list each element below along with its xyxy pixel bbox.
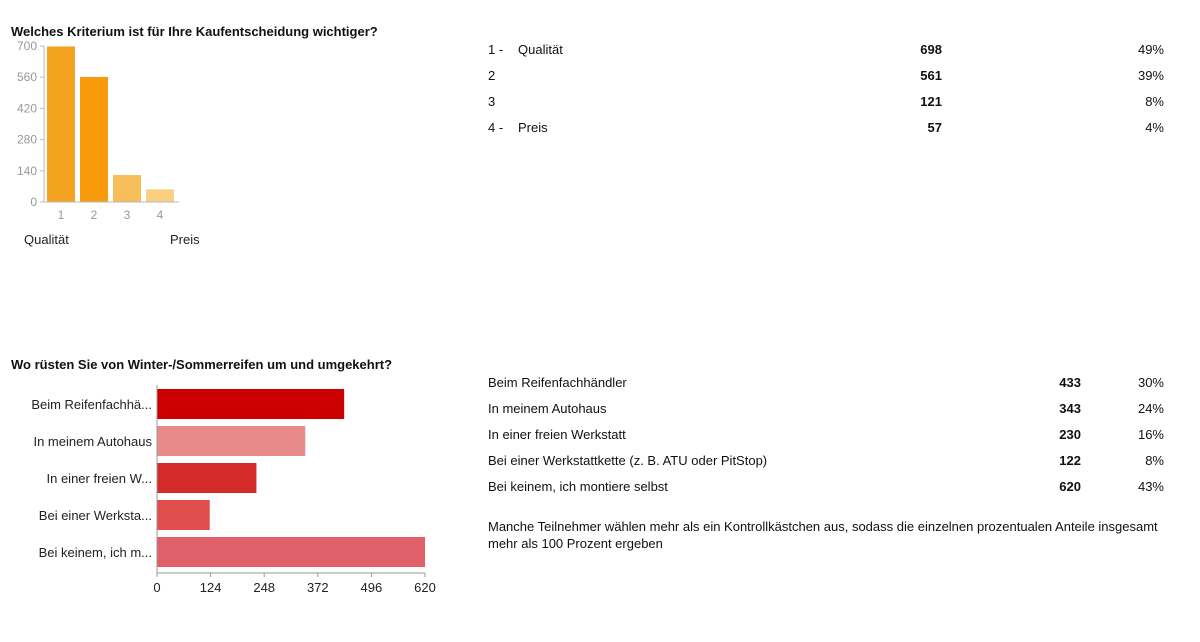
- x-tick-label: 3: [123, 208, 131, 222]
- bar-1: [47, 46, 75, 202]
- row-percent: 16%: [1137, 427, 1164, 442]
- row-prefix: 2: [488, 68, 496, 83]
- row-percent: 39%: [1137, 68, 1164, 83]
- bar-row-2: [157, 426, 305, 456]
- chart-1-vertical-bar: [0, 36, 220, 286]
- table-row: [488, 115, 1164, 141]
- row-prefix: 1 -: [488, 42, 504, 57]
- row-label: Bei einer Werkstattkette (z. B. ATU oder PitStop): [488, 453, 768, 468]
- row-count: 57: [927, 120, 942, 135]
- scale-label-high: Preis: [170, 232, 200, 247]
- row-percent: 4%: [1145, 120, 1164, 135]
- row-prefix: 3: [488, 94, 496, 109]
- row-label: Beim Reifenfachhändler: [488, 375, 627, 390]
- row-percent: 49%: [1137, 42, 1164, 57]
- y-tick-label: 560: [16, 70, 37, 85]
- row-count: 122: [1059, 453, 1081, 468]
- row-label: Bei keinem, ich montiere selbst: [488, 479, 668, 494]
- y-tick-label: 140: [16, 163, 37, 178]
- y-tick-label: 420: [16, 101, 37, 116]
- y-category-label: In meinem Autohaus: [33, 434, 152, 449]
- bar-row-3: [157, 463, 256, 493]
- y-category-label: Bei keinem, ich m...: [38, 545, 152, 560]
- table-row: [488, 448, 1164, 474]
- x-tick-label: 124: [199, 580, 222, 595]
- chart-2-horizontal-bar: [0, 380, 470, 620]
- row-count: 561: [920, 68, 942, 83]
- bar-row-1: [157, 389, 344, 419]
- scale-label-low: Qualität: [24, 232, 69, 247]
- x-tick-label: 2: [90, 208, 98, 222]
- x-tick-label: 248: [253, 580, 276, 595]
- table-row: [488, 370, 1164, 396]
- row-percent: 43%: [1137, 479, 1164, 494]
- table-row: [488, 89, 1164, 115]
- bar-4: [146, 189, 174, 202]
- table-row: [488, 63, 1164, 89]
- y-category-label: Beim Reifenfachhä...: [31, 397, 152, 412]
- row-label: In meinem Autohaus: [488, 401, 607, 416]
- row-percent: 8%: [1145, 453, 1164, 468]
- bar-2: [80, 77, 108, 202]
- row-count: 433: [1059, 375, 1081, 390]
- x-tick-label: 4: [156, 208, 164, 222]
- row-percent: 8%: [1145, 94, 1164, 109]
- row-count: 698: [920, 42, 942, 57]
- y-category-label: Bei einer Werksta...: [38, 508, 152, 523]
- row-count: 121: [920, 94, 942, 109]
- table-row: [488, 474, 1164, 500]
- row-label: Preis: [518, 120, 548, 135]
- row-prefix: 4 -: [488, 120, 504, 135]
- row-percent: 24%: [1137, 401, 1164, 416]
- y-tick-label: 0: [30, 195, 37, 209]
- table-row: [488, 37, 1164, 63]
- results-table-2: [488, 370, 1164, 500]
- row-count: 230: [1059, 427, 1081, 442]
- row-count: 343: [1059, 401, 1081, 416]
- x-tick-label: 372: [306, 580, 329, 595]
- x-tick-label: 0: [153, 580, 161, 595]
- results-table-1: [488, 37, 1164, 141]
- x-tick-label: 1: [57, 208, 65, 222]
- y-tick-label: 700: [16, 39, 37, 53]
- x-tick-label: 620: [414, 580, 436, 595]
- question-1-title: Welches Kriterium ist für Ihre Kaufentscheidung wichtiger?: [11, 24, 378, 39]
- row-percent: 30%: [1137, 375, 1164, 390]
- x-tick-label: 496: [360, 580, 383, 595]
- y-category-label: In einer freien W...: [46, 471, 152, 486]
- y-tick-label: 280: [16, 132, 37, 147]
- table-row: [488, 396, 1164, 422]
- row-label: In einer freien Werkstatt: [488, 427, 626, 442]
- table-row: [488, 422, 1164, 448]
- question-2-title: Wo rüsten Sie von Winter-/Sommerreifen um und umgekehrt?: [11, 357, 393, 372]
- multi-select-note: Manche Teilnehmer wählen mehr als ein Kontrollkästchen aus, sodass die einzelnen prozentualen Anteile insgesamt mehr als 100 Prozent ergeben: [488, 519, 1158, 551]
- bar-3: [113, 175, 141, 202]
- bar-row-4: [157, 500, 210, 530]
- row-count: 620: [1059, 479, 1081, 494]
- row-label: Qualität: [518, 42, 563, 57]
- bar-row-5: [157, 537, 425, 567]
